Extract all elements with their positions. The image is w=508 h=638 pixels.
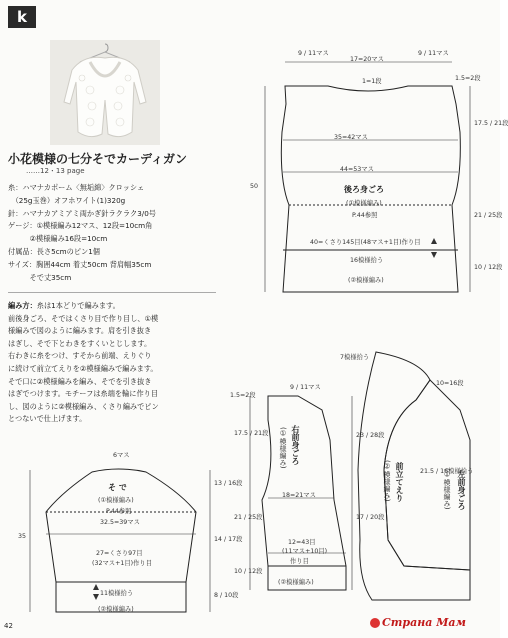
watermark-logo-icon [370,618,380,628]
back-neck-decrease: 1=1段 [362,78,382,85]
info-line: （25g玉巻）オフホワイト(1)320g [8,195,126,205]
right-front-label: 右前身ごろ [291,425,300,465]
back-neck-dim: 17=20マス [350,56,384,63]
band-rows: 10=16段 [436,380,464,387]
band-label: 前立てえり [395,462,404,502]
back-chest-dim: 35=42マス [334,134,368,141]
right-front-rows-3: 17 / 20段 [356,514,385,521]
page-number: 42 [4,622,13,630]
back-shoulder-right-dim: 9 / 11マス [418,50,449,57]
sleeve-top-dim: 6マス [113,452,130,459]
instructions-heading: 編み方：糸は1本どりで編みます。 [8,301,120,310]
watermark: Страна Мам [382,616,466,629]
instruction-line: はぎし、そで下とわきをすくいとじします。 [8,338,152,348]
sleeve-ref: P.44参照 [106,508,132,515]
info-line: 針：ハマナカアミアミ両かぎ針ラクラク3/0号 [8,208,156,218]
right-front-start-detail: (11マス+10目) [282,548,328,555]
right-front-pattern: (①模様編み) [279,427,287,469]
instruction-line: そで口に②模様編みを編み、そでを引き抜き [8,376,152,386]
sleeve-start-detail: (32マス+1目)作り目 [92,560,152,567]
info-line: そで丈35cm [8,272,72,282]
right-front-start: 12=43目 [288,539,316,546]
instruction-line: とつないで仕上げます。 [8,414,87,424]
sleeve-rows-cap: 13 / 16段 [214,480,243,487]
back-piece-ref: P.44参照 [352,212,378,219]
back-hem-pattern: (②模様編み) [348,277,384,284]
sleeve-rows-cuff: 8 / 10段 [214,592,239,599]
back-width-dim: 44=53マス [340,166,374,173]
info-line: サイズ：胸囲44cm 着丈50cm 背肩幅35cm [8,259,152,269]
instruction-line: し、図のように②模様編み、くさり編みでピン [8,401,159,411]
section-letter-badge: k [8,6,36,28]
sleeve-rows-body: 14 / 17段 [214,536,243,543]
back-rows-body: 21 / 25段 [474,212,503,219]
back-height-dim: 50 [250,183,259,190]
sleeve-width-dim: 32.5=39マス [100,519,140,526]
back-hem-pickup: 16模様拾う [350,257,384,264]
band-top-pickup: 7模様拾う [340,354,370,361]
sleeve-cuff-pickup: 11模様拾う [100,590,134,597]
info-line: 付属品：長さ5cmのピン1個 [8,246,100,256]
instruction-line: に続けて前立てえりを②模様編みで編みます。 [8,363,158,373]
right-front-rows-1: 23 / 28段 [356,432,385,439]
back-start-chain: 40=くさり145目(48マス+1目)作り目 [310,239,421,246]
right-front-hem-pattern: (②模様編み) [278,579,314,586]
sleeve-label: そ で [108,483,127,492]
info-line: 糸：ハマナカポーム〈無垢綿〉クロッシェ [8,183,145,192]
sleeve-pattern: (①模様編み) [98,497,134,504]
back-rows-armhole: 17.5 / 21段 [474,120,508,127]
right-front-rows-2: 21 / 25段 [234,514,263,521]
pattern-title: 小花模様の七分そでカーディガン [8,152,188,166]
back-shoulder-steps: 1.5=2段 [455,75,481,82]
left-front-label: 左前身ごろ [457,470,466,510]
instruction-line: はぎでつけます。モチーフは糸端を輪に作り目 [8,389,159,399]
front-band-outline [358,352,470,600]
instruction-line: 前後身ごろ、そではくさり目で作り目し、①模 [8,313,159,323]
back-shoulder-left-dim: 9 / 11マス [298,50,329,57]
sleeve-start-chain: 27=くさり97目 [96,550,143,557]
back-piece-label: 後ろ身ごろ [344,185,384,194]
right-front-rows-4: 10 / 12段 [234,568,263,575]
instruction-line: 右わきに糸をつけ、すそから前端、えりぐり [8,351,152,361]
instruction-line: 様編みで図のように編みます。肩を引き抜き [8,326,152,336]
right-front-steps: 1.5=2段 [230,392,256,399]
back-rows-hem: 10 / 12段 [474,264,503,271]
right-front-width-dim: 18=21マス [282,492,316,499]
right-front-start-note: 作り目 [290,558,309,565]
page-reference: ……12・13 page [26,167,85,175]
info-line: ②模様編み16段=10cm [8,234,108,244]
info-line: ゲージ：①模様編み12マス、12段=10cm角 [8,221,153,231]
band-side-pickup: 21.5 / 16模様拾う [420,468,474,475]
back-piece-pattern: (①模様編み) [346,200,382,207]
right-front-armhole-rows: 17.5 / 21段 [234,430,269,437]
band-pattern: (②模様編み) [383,460,391,502]
right-front-top-dim: 9 / 11マス [290,384,321,391]
left-front-pattern: (①模様編み) [443,468,451,510]
sleeve-height-dim: 35 [18,533,27,540]
sleeve-cuff-pattern: (②模様編み) [98,606,134,613]
